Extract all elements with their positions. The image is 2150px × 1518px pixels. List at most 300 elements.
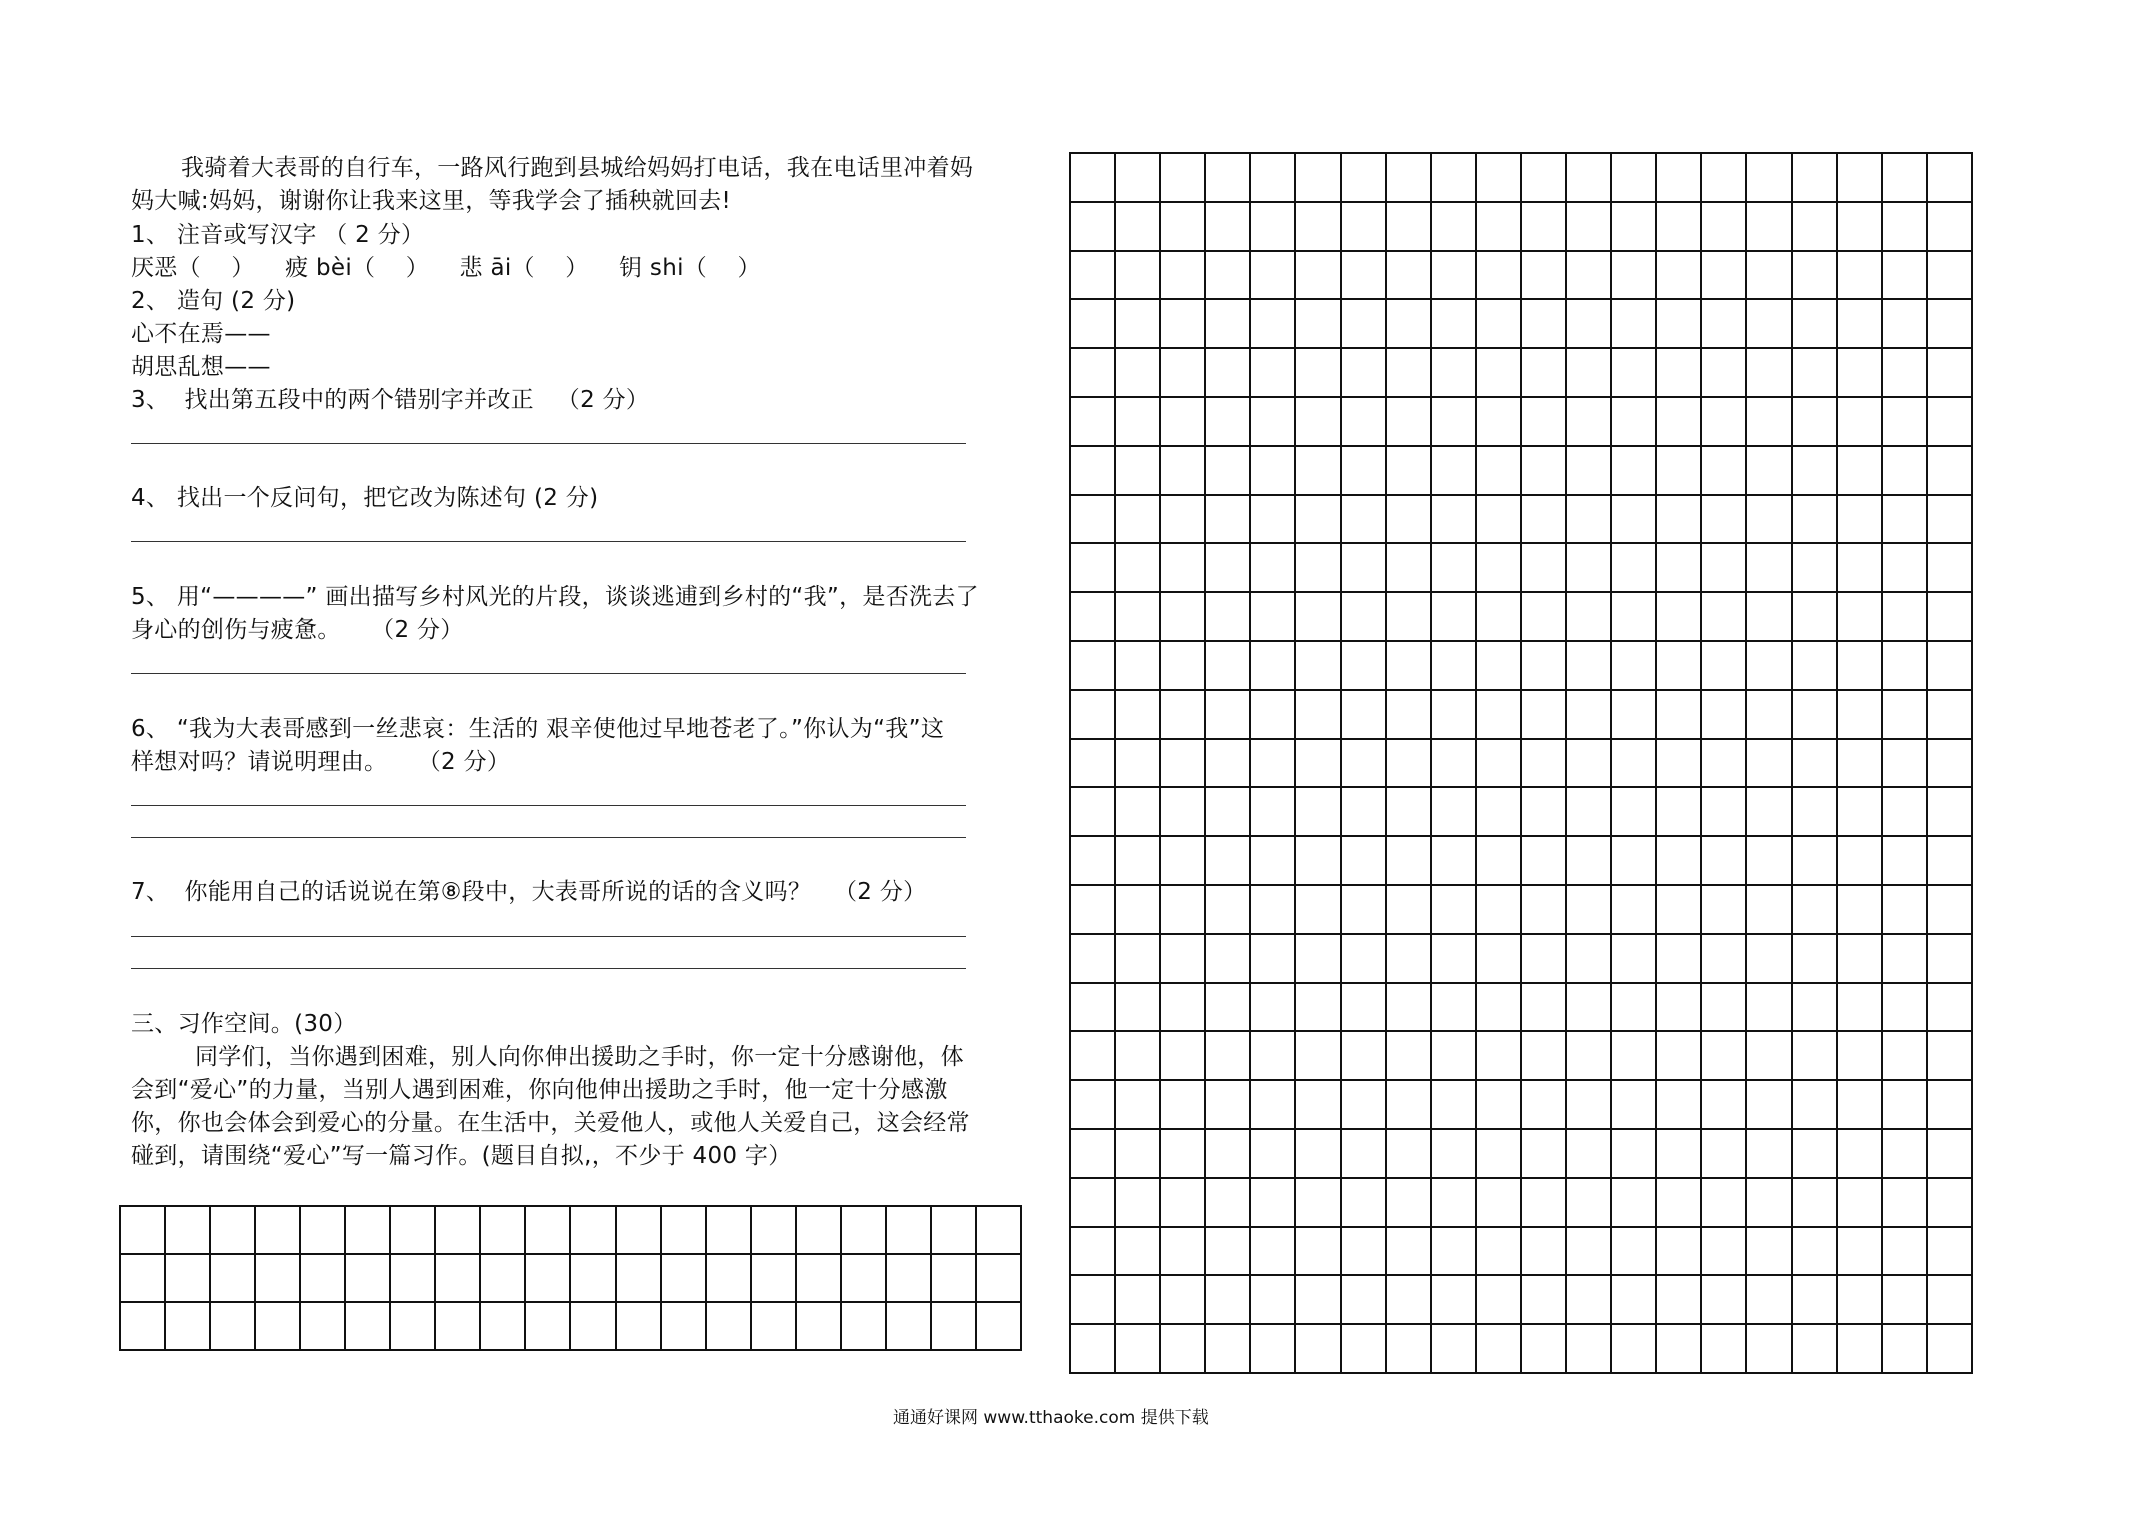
- grid-cell: [1161, 1276, 1206, 1325]
- grid-cell: [1116, 837, 1161, 886]
- grid-cell: [1612, 886, 1657, 935]
- passage-line-1: 我骑着大表哥的自行车，一路风行跑到县城给妈妈打电话，我在电话里冲着妈: [181, 155, 974, 181]
- grid-cell: [1296, 642, 1341, 691]
- grid-cell: [1522, 1228, 1567, 1277]
- grid-cell: [1387, 1325, 1432, 1374]
- grid-cell: [346, 1207, 391, 1255]
- grid-cell: [1477, 1228, 1522, 1277]
- grid-cell: [1477, 837, 1522, 886]
- grid-cell: [1116, 984, 1161, 1033]
- grid-cell: [1883, 1276, 1928, 1325]
- question-6-line-1: 6、 “我为大表哥感到一丝悲哀：生活的 艰辛使他过早地苍老了。”你认为“我”这: [131, 716, 945, 742]
- grid-cell: [1206, 349, 1251, 398]
- grid-cell: [1657, 300, 1702, 349]
- grid-cell: [1251, 398, 1296, 447]
- grid-cell: [977, 1207, 1022, 1255]
- grid-cell: [1342, 300, 1387, 349]
- grid-cell: [1206, 1179, 1251, 1228]
- grid-cell: [1928, 984, 1973, 1033]
- grid-cell: [1206, 398, 1251, 447]
- grid-cell: [1477, 154, 1522, 203]
- grid-cell: [1838, 886, 1883, 935]
- grid-cell: [1793, 740, 1838, 789]
- grid-cell: [1747, 447, 1792, 496]
- grid-cell: [1612, 788, 1657, 837]
- grid-cell: [1793, 398, 1838, 447]
- composition-line-1: 同学们，当你遇到困难，别人向你伸出援助之手时，你一定十分感谢他，体: [195, 1044, 964, 1070]
- grid-cell: [1883, 496, 1928, 545]
- grid-cell: [1296, 935, 1341, 984]
- grid-cell: [1206, 1032, 1251, 1081]
- grid-cell: [1838, 1081, 1883, 1130]
- grid-cell: [436, 1207, 481, 1255]
- grid-cell: [1296, 1228, 1341, 1277]
- grid-cell: [797, 1303, 842, 1351]
- grid-cell: [1387, 886, 1432, 935]
- grid-cell: [1432, 1228, 1477, 1277]
- grid-cell: [1612, 642, 1657, 691]
- grid-cell: [617, 1207, 662, 1255]
- grid-cell: [1387, 544, 1432, 593]
- grid-cell: [1161, 154, 1206, 203]
- grid-cell: [977, 1255, 1022, 1303]
- grid-cell: [1612, 1325, 1657, 1374]
- composition-line-3: 你，你也会体会到爱心的分量。在生活中，关爱他人，或他人关爱自己，这会经常: [131, 1110, 970, 1136]
- grid-cell: [481, 1255, 526, 1303]
- grid-cell: [1251, 1325, 1296, 1374]
- grid-cell: [1161, 447, 1206, 496]
- grid-cell: [301, 1255, 346, 1303]
- grid-cell: [1522, 886, 1567, 935]
- grid-cell: [1161, 1228, 1206, 1277]
- grid-cell: [1206, 300, 1251, 349]
- grid-cell: [1161, 1179, 1206, 1228]
- grid-cell: [1342, 203, 1387, 252]
- grid-cell: [1522, 1081, 1567, 1130]
- grid-cell: [1928, 349, 1973, 398]
- grid-cell: [1657, 447, 1702, 496]
- grid-cell: [1387, 154, 1432, 203]
- grid-cell: [1928, 886, 1973, 935]
- grid-cell: [1251, 740, 1296, 789]
- grid-cell: [1883, 642, 1928, 691]
- grid-cell: [1387, 203, 1432, 252]
- grid-cell: [1522, 154, 1567, 203]
- grid-cell: [121, 1255, 166, 1303]
- grid-cell: [1477, 1081, 1522, 1130]
- grid-cell: [1702, 544, 1747, 593]
- grid-cell: [1883, 252, 1928, 301]
- grid-cell: [1116, 593, 1161, 642]
- grid-cell: [1522, 496, 1567, 545]
- grid-cell: [1342, 740, 1387, 789]
- grid-cell: [1522, 984, 1567, 1033]
- grid-cell: [1522, 349, 1567, 398]
- grid-cell: [1251, 837, 1296, 886]
- grid-cell: [1702, 837, 1747, 886]
- grid-cell: [1928, 544, 1973, 593]
- question-2-item-1: 心不在焉——: [131, 321, 271, 347]
- grid-cell: [301, 1303, 346, 1351]
- grid-cell: [1838, 837, 1883, 886]
- grid-cell: [1206, 1325, 1251, 1374]
- answer-line: [131, 673, 966, 674]
- grid-cell: [1612, 1130, 1657, 1179]
- grid-cell: [1071, 544, 1116, 593]
- grid-cell: [1522, 1276, 1567, 1325]
- grid-cell: [1928, 1276, 1973, 1325]
- grid-cell: [1793, 1179, 1838, 1228]
- answer-line: [131, 443, 966, 444]
- grid-cell: [1657, 593, 1702, 642]
- grid-cell: [1116, 447, 1161, 496]
- grid-cell: [1296, 398, 1341, 447]
- grid-cell: [932, 1303, 977, 1351]
- grid-cell: [1387, 1276, 1432, 1325]
- grid-cell: [526, 1207, 571, 1255]
- grid-cell: [1567, 593, 1612, 642]
- grid-cell: [1838, 203, 1883, 252]
- grid-cell: [1883, 886, 1928, 935]
- grid-cell: [571, 1207, 616, 1255]
- grid-cell: [1477, 1130, 1522, 1179]
- grid-cell: [1116, 203, 1161, 252]
- grid-cell: [1883, 788, 1928, 837]
- grid-cell: [1657, 1179, 1702, 1228]
- grid-cell: [1161, 1081, 1206, 1130]
- grid-cell: [1116, 1130, 1161, 1179]
- grid-cell: [1342, 447, 1387, 496]
- grid-cell: [1747, 691, 1792, 740]
- grid-cell: [1838, 1032, 1883, 1081]
- grid-cell: [1793, 593, 1838, 642]
- grid-cell: [1793, 1325, 1838, 1374]
- grid-cell: [1747, 788, 1792, 837]
- grid-cell: [481, 1303, 526, 1351]
- grid-cell: [1071, 1032, 1116, 1081]
- grid-cell: [1251, 447, 1296, 496]
- grid-cell: [211, 1303, 256, 1351]
- grid-cell: [1522, 1179, 1567, 1228]
- grid-cell: [1432, 544, 1477, 593]
- grid-cell: [256, 1303, 301, 1351]
- grid-cell: [1071, 1130, 1116, 1179]
- writing-grid-right: [1069, 152, 1973, 1374]
- grid-cell: [1387, 837, 1432, 886]
- grid-cell: [1477, 691, 1522, 740]
- grid-cell: [1747, 740, 1792, 789]
- grid-cell: [1747, 837, 1792, 886]
- grid-cell: [571, 1255, 616, 1303]
- grid-cell: [1161, 1325, 1206, 1374]
- composition-line-4: 碰到，请围绕“爱心”写一篇习作。(题目自拟,，不少于 400 字）: [131, 1143, 792, 1169]
- grid-cell: [526, 1303, 571, 1351]
- grid-cell: [1432, 398, 1477, 447]
- grid-cell: [1251, 1179, 1296, 1228]
- grid-cell: [1928, 593, 1973, 642]
- grid-cell: [1342, 1179, 1387, 1228]
- grid-cell: [1342, 886, 1387, 935]
- grid-cell: [166, 1207, 211, 1255]
- grid-cell: [1522, 203, 1567, 252]
- grid-cell: [1702, 788, 1747, 837]
- grid-cell: [1838, 398, 1883, 447]
- grid-cell: [752, 1255, 797, 1303]
- grid-cell: [1702, 1228, 1747, 1277]
- grid-cell: [1702, 1032, 1747, 1081]
- grid-cell: [1928, 837, 1973, 886]
- grid-cell: [1522, 837, 1567, 886]
- grid-cell: [1071, 886, 1116, 935]
- grid-cell: [1702, 349, 1747, 398]
- grid-cell: [1838, 788, 1883, 837]
- grid-cell: [1838, 1276, 1883, 1325]
- answer-line: [131, 541, 966, 542]
- grid-cell: [1432, 1081, 1477, 1130]
- grid-cell: [1477, 1032, 1522, 1081]
- grid-cell: [1116, 1179, 1161, 1228]
- grid-cell: [1928, 496, 1973, 545]
- grid-cell: [617, 1255, 662, 1303]
- grid-cell: [1251, 154, 1296, 203]
- grid-cell: [346, 1255, 391, 1303]
- grid-cell: [1567, 544, 1612, 593]
- grid-cell: [1793, 984, 1838, 1033]
- grid-cell: [211, 1207, 256, 1255]
- grid-cell: [1793, 544, 1838, 593]
- grid-cell: [1387, 398, 1432, 447]
- grid-cell: [1432, 252, 1477, 301]
- grid-cell: [1387, 1228, 1432, 1277]
- grid-cell: [1522, 544, 1567, 593]
- grid-cell: [1116, 1081, 1161, 1130]
- grid-cell: [1206, 1228, 1251, 1277]
- grid-cell: [1567, 1276, 1612, 1325]
- grid-cell: [1883, 1179, 1928, 1228]
- grid-cell: [256, 1255, 301, 1303]
- grid-cell: [1793, 886, 1838, 935]
- grid-cell: [1612, 300, 1657, 349]
- question-5-line-2: 身心的创伤与疲惫。 （2 分）: [131, 617, 464, 643]
- grid-cell: [1296, 300, 1341, 349]
- grid-cell: [1387, 593, 1432, 642]
- grid-cell: [1747, 935, 1792, 984]
- grid-cell: [1657, 252, 1702, 301]
- grid-cell: [1793, 1081, 1838, 1130]
- grid-cell: [1928, 788, 1973, 837]
- writing-grid-bottom-left: [119, 1205, 1022, 1351]
- grid-cell: [1206, 837, 1251, 886]
- grid-cell: [1522, 593, 1567, 642]
- grid-cell: [1251, 642, 1296, 691]
- grid-cell: [1657, 788, 1702, 837]
- grid-cell: [1432, 1325, 1477, 1374]
- grid-cell: [1747, 1081, 1792, 1130]
- grid-cell: [1387, 496, 1432, 545]
- grid-cell: [1612, 203, 1657, 252]
- grid-cell: [1206, 203, 1251, 252]
- answer-line: [131, 805, 966, 806]
- grid-cell: [1342, 1081, 1387, 1130]
- grid-cell: [436, 1255, 481, 1303]
- grid-cell: [1071, 593, 1116, 642]
- grid-cell: [1161, 691, 1206, 740]
- grid-cell: [1793, 691, 1838, 740]
- grid-cell: [1747, 593, 1792, 642]
- grid-cell: [1657, 984, 1702, 1033]
- grid-cell: [1702, 593, 1747, 642]
- grid-cell: [1522, 740, 1567, 789]
- grid-cell: [1432, 300, 1477, 349]
- grid-cell: [1702, 252, 1747, 301]
- grid-cell: [1251, 203, 1296, 252]
- grid-cell: [1883, 1228, 1928, 1277]
- grid-cell: [1477, 1179, 1522, 1228]
- grid-cell: [1883, 1130, 1928, 1179]
- grid-cell: [1747, 203, 1792, 252]
- grid-cell: [1071, 788, 1116, 837]
- grid-cell: [1387, 984, 1432, 1033]
- grid-cell: [1477, 496, 1522, 545]
- grid-cell: [1793, 252, 1838, 301]
- grid-cell: [1702, 886, 1747, 935]
- grid-cell: [1342, 935, 1387, 984]
- grid-cell: [1161, 886, 1206, 935]
- grid-cell: [1116, 1032, 1161, 1081]
- grid-cell: [1387, 691, 1432, 740]
- grid-cell: [1342, 544, 1387, 593]
- grid-cell: [1432, 1130, 1477, 1179]
- grid-cell: [1702, 1325, 1747, 1374]
- grid-cell: [1296, 496, 1341, 545]
- grid-cell: [1702, 1179, 1747, 1228]
- grid-cell: [1838, 300, 1883, 349]
- grid-cell: [1432, 1179, 1477, 1228]
- grid-cell: [1567, 1179, 1612, 1228]
- grid-cell: [1928, 1130, 1973, 1179]
- grid-cell: [1477, 935, 1522, 984]
- grid-cell: [1702, 1130, 1747, 1179]
- grid-cell: [1071, 349, 1116, 398]
- grid-cell: [1387, 349, 1432, 398]
- grid-cell: [1432, 691, 1477, 740]
- grid-cell: [1206, 788, 1251, 837]
- answer-line: [131, 837, 966, 838]
- grid-cell: [1116, 496, 1161, 545]
- grid-cell: [1342, 154, 1387, 203]
- grid-cell: [1747, 398, 1792, 447]
- grid-cell: [1071, 1228, 1116, 1277]
- grid-cell: [1838, 252, 1883, 301]
- grid-cell: [1477, 886, 1522, 935]
- grid-cell: [301, 1207, 346, 1255]
- grid-cell: [391, 1207, 436, 1255]
- grid-cell: [1161, 398, 1206, 447]
- grid-cell: [1206, 935, 1251, 984]
- grid-cell: [1071, 496, 1116, 545]
- grid-cell: [1116, 740, 1161, 789]
- question-7-title: 7、 你能用自己的话说说在第⑧段中，大表哥所说的话的含义吗？ （2 分）: [131, 879, 927, 905]
- grid-cell: [1657, 642, 1702, 691]
- grid-cell: [1116, 154, 1161, 203]
- grid-cell: [1657, 154, 1702, 203]
- grid-cell: [1612, 1228, 1657, 1277]
- grid-cell: [1567, 1032, 1612, 1081]
- grid-cell: [1928, 447, 1973, 496]
- grid-cell: [1342, 984, 1387, 1033]
- grid-cell: [1206, 1130, 1251, 1179]
- grid-cell: [1657, 1276, 1702, 1325]
- grid-cell: [1567, 886, 1612, 935]
- grid-cell: [1838, 1325, 1883, 1374]
- grid-cell: [1612, 1179, 1657, 1228]
- grid-cell: [1477, 1276, 1522, 1325]
- grid-cell: [752, 1207, 797, 1255]
- grid-cell: [1161, 593, 1206, 642]
- grid-cell: [346, 1303, 391, 1351]
- grid-cell: [1296, 984, 1341, 1033]
- grid-cell: [1747, 1228, 1792, 1277]
- grid-cell: [1522, 300, 1567, 349]
- grid-cell: [1432, 1032, 1477, 1081]
- grid-cell: [1296, 203, 1341, 252]
- grid-cell: [1161, 349, 1206, 398]
- grid-cell: [1702, 740, 1747, 789]
- grid-cell: [1432, 203, 1477, 252]
- grid-cell: [1838, 1179, 1883, 1228]
- grid-cell: [1296, 1276, 1341, 1325]
- grid-cell: [1251, 788, 1296, 837]
- grid-cell: [1251, 886, 1296, 935]
- grid-cell: [1116, 935, 1161, 984]
- grid-cell: [1793, 1276, 1838, 1325]
- grid-cell: [1296, 154, 1341, 203]
- grid-cell: [1296, 447, 1341, 496]
- grid-cell: [1387, 1130, 1432, 1179]
- grid-cell: [1477, 984, 1522, 1033]
- grid-cell: [1793, 203, 1838, 252]
- grid-cell: [1702, 1081, 1747, 1130]
- grid-cell: [1071, 935, 1116, 984]
- grid-cell: [1838, 593, 1883, 642]
- grid-cell: [1161, 1032, 1206, 1081]
- grid-cell: [1342, 1228, 1387, 1277]
- grid-cell: [1432, 496, 1477, 545]
- grid-cell: [1793, 642, 1838, 691]
- grid-cell: [1432, 886, 1477, 935]
- grid-cell: [1702, 642, 1747, 691]
- grid-cell: [1161, 935, 1206, 984]
- grid-cell: [1071, 740, 1116, 789]
- grid-cell: [1071, 837, 1116, 886]
- grid-cell: [1342, 837, 1387, 886]
- grid-cell: [1116, 300, 1161, 349]
- grid-cell: [1793, 154, 1838, 203]
- grid-cell: [1116, 886, 1161, 935]
- grid-cell: [977, 1303, 1022, 1351]
- grid-cell: [1071, 398, 1116, 447]
- question-3-title: 3、 找出第五段中的两个错别字并改正 （2 分）: [131, 387, 650, 413]
- grid-cell: [662, 1207, 707, 1255]
- grid-cell: [1838, 935, 1883, 984]
- grid-cell: [1928, 252, 1973, 301]
- grid-cell: [1883, 447, 1928, 496]
- grid-cell: [1883, 1032, 1928, 1081]
- grid-cell: [932, 1255, 977, 1303]
- grid-cell: [1928, 154, 1973, 203]
- grid-cell: [256, 1207, 301, 1255]
- grid-cell: [707, 1255, 752, 1303]
